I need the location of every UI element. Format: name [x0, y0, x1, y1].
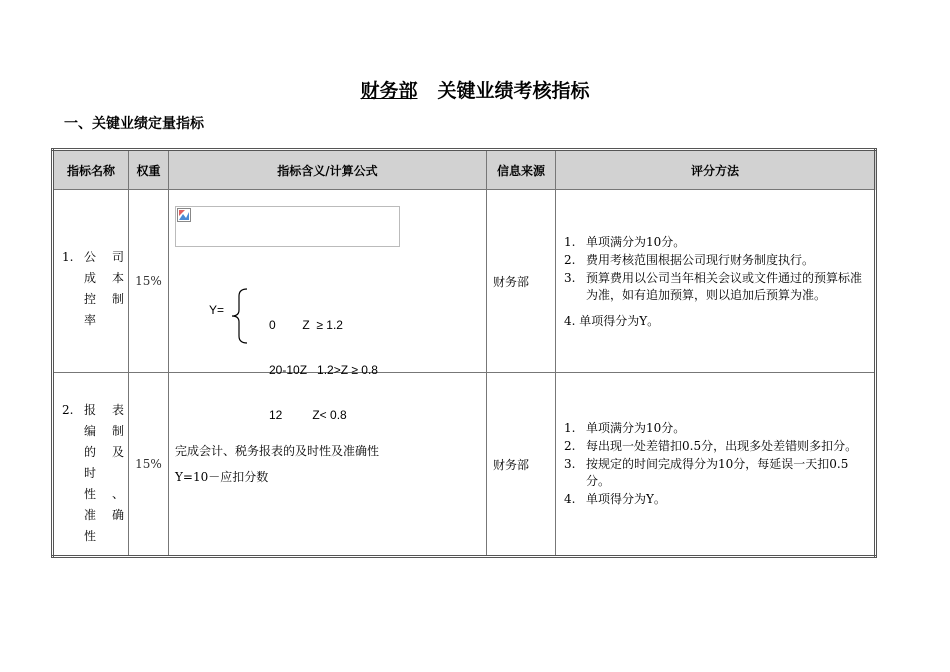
formula-cases — [269, 288, 378, 453]
name-char: 确 — [111, 508, 124, 522]
row-number: 2. — [62, 403, 74, 417]
name-char: 制 — [111, 292, 124, 306]
name-char — [104, 311, 124, 328]
header-formula: 指标含义/计算公式 — [169, 150, 487, 190]
name-char: 公 — [84, 250, 97, 264]
name-char: 制 — [111, 424, 124, 438]
name-char: 及 — [111, 445, 124, 459]
formula-y-label: Y= — [209, 303, 225, 317]
name-char: 率 — [84, 313, 97, 327]
piecewise-formula — [209, 288, 439, 422]
list-item: 3. 预算费用以公司当年相关会议或文件通过的预算标准为准，如有追加预算，则以追加后预算为准。 — [564, 270, 863, 302]
scoring-text: 单项满分为10分。 — [586, 420, 686, 435]
name-char: 报 — [84, 403, 97, 417]
name-char: 编 — [84, 424, 97, 438]
brace-icon — [231, 288, 249, 344]
header-indicator-name: 指标名称 — [53, 150, 129, 190]
indicator-name-cell — [53, 373, 129, 557]
kpi-table — [51, 148, 877, 558]
indicator-formula: Y=10－应扣分数 — [175, 470, 269, 484]
embedded-image-placeholder — [175, 206, 400, 247]
name-char: 性 — [84, 487, 97, 501]
document-title — [0, 76, 950, 103]
list-item: 2. 费用考核范围根据公司现行财务制度执行。 — [564, 252, 815, 267]
scoring-list — [560, 234, 866, 304]
scoring-text: 按规定的时间完成得分为10分，每延误一天扣0.5分。 — [586, 456, 849, 488]
name-char — [104, 527, 124, 544]
name-char: 的 — [84, 445, 97, 459]
section-heading: 一、关键业绩定量指标 — [64, 116, 204, 132]
header-weight: 权重 — [129, 150, 169, 190]
name-char: 控 — [84, 292, 97, 306]
row-number: 1. — [62, 250, 74, 264]
name-char: 、 — [111, 487, 124, 501]
name-char: 时 — [84, 466, 97, 480]
name-char: 性 — [84, 529, 97, 543]
scoring-text: 每出现一处差错扣0.5分，出现多处差错则多扣分。 — [586, 438, 858, 453]
name-char: 成 — [84, 271, 97, 285]
name-char — [104, 464, 124, 481]
formula-case: 12 Z< 0.8 — [269, 408, 347, 422]
scoring-text: 单项得分为Y。 — [586, 491, 666, 506]
indicator-description: 完成会计、税务报表的及时性及准确性 — [175, 444, 380, 458]
table-row — [53, 190, 876, 373]
name-char: 准 — [84, 508, 97, 522]
name-char: 表 — [111, 403, 124, 417]
scoring-text: 费用考核范围根据公司现行财务制度执行。 — [586, 252, 815, 267]
title-department: 财务部 — [360, 80, 418, 102]
table-row — [53, 373, 876, 557]
formula-case: 20-10Z 1.2>Z ≥ 0.8 — [269, 363, 378, 377]
scoring-cell — [556, 373, 876, 557]
list-item: 1. 单项满分为10分。 — [564, 420, 686, 435]
list-item: 2. 每出现一处差错扣0.5分，出现多处差错则多扣分。 — [564, 438, 858, 453]
name-char: 司 — [111, 250, 124, 264]
source-cell: 财务部 — [487, 190, 556, 373]
formula-case: 0 Z ≥ 1.2 — [269, 318, 343, 332]
scoring-text: 预算费用以公司当年相关会议或文件通过的预算标准为准，如有追加预算，则以追加后预算为准。 — [586, 270, 863, 302]
indicator-name — [84, 401, 124, 544]
list-item: 4. 单项得分为Y。 — [564, 491, 666, 506]
formula-cell — [169, 190, 487, 422]
list-item: 3. 按规定的时间完成得分为10分，每延误一天扣0.5分。 — [564, 456, 849, 488]
scoring-list — [560, 420, 866, 508]
name-char: 本 — [111, 271, 124, 285]
weight-cell: 15% — [129, 373, 169, 557]
indicator-name-cell — [53, 190, 129, 373]
header-source: 信息来源 — [487, 150, 556, 190]
header-scoring: 评分方法 — [556, 150, 876, 190]
weight-cell: 15% — [129, 190, 169, 373]
list-item: 1. 单项满分为10分。 — [564, 234, 686, 249]
scoring-cell — [556, 190, 876, 373]
scoring-text: 单项满分为10分。 — [586, 234, 686, 249]
broken-image-icon — [177, 208, 191, 222]
table-header-row — [53, 150, 876, 190]
indicator-name — [84, 248, 124, 328]
scoring-extra: 4. 单项得分为Y。 — [564, 313, 660, 328]
source-cell: 财务部 — [487, 373, 556, 557]
title-main: 关键业绩考核指标 — [437, 80, 590, 102]
